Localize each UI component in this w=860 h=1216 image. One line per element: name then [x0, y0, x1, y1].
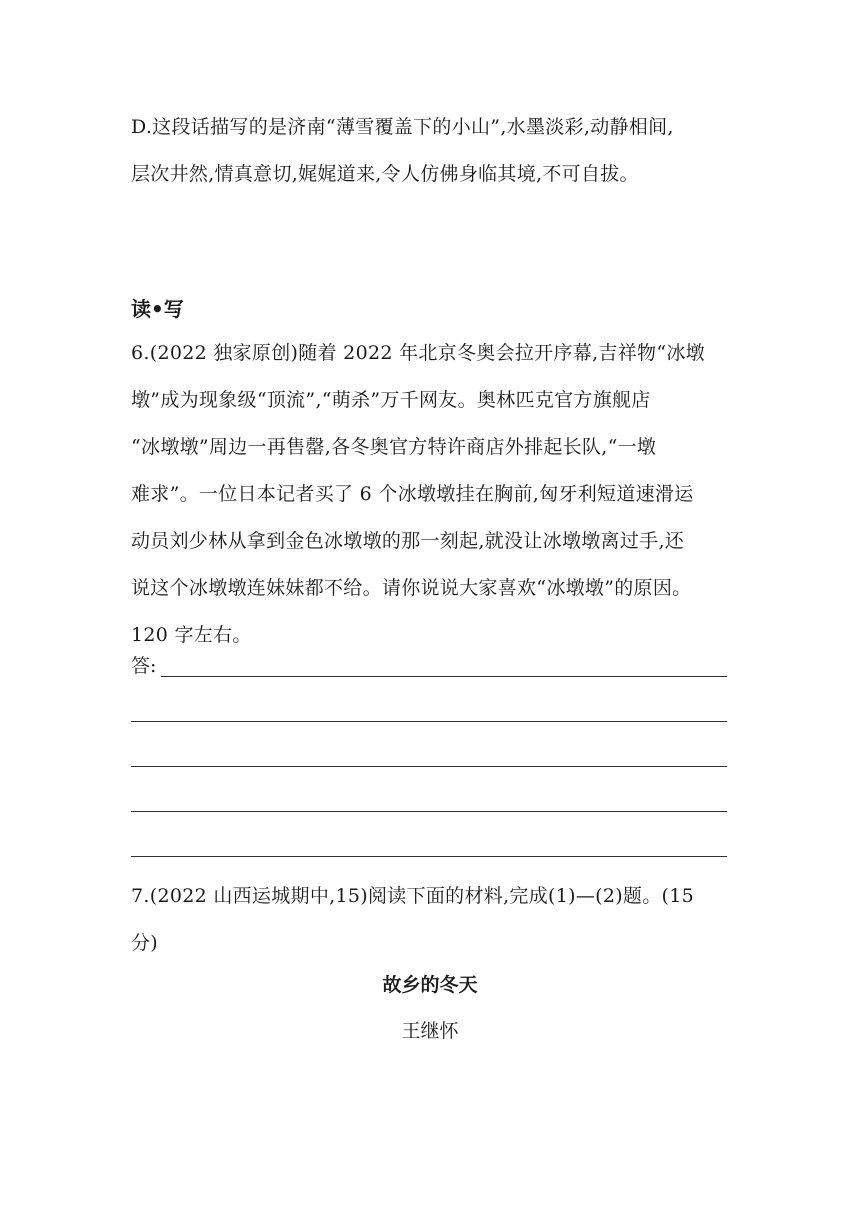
answer-line-2[interactable]	[131, 702, 727, 722]
question-7-line-2: 分)	[131, 932, 159, 954]
question-6-text	[131, 330, 731, 659]
question-6-line-5: 动员刘少林从拿到金色冰墩墩的那一刻起,就没让冰墩墩离过手,还	[131, 530, 685, 552]
answer-rule	[131, 811, 727, 812]
option-d-line-2: 层次井然,情真意切,娓娓道来,令人仿佛身临其境,不可自拔。	[131, 163, 639, 185]
answer-label: 答:	[131, 655, 157, 677]
answer-rule	[131, 856, 727, 857]
section-heading: 读•写	[131, 297, 184, 321]
option-d-text	[131, 104, 731, 198]
answer-line-5[interactable]	[131, 837, 727, 857]
answer-line-4[interactable]	[131, 792, 727, 812]
option-d-line-1: D.这段话描写的是济南“薄雪覆盖下的小山”,水墨淡彩,动静相间,	[131, 116, 674, 138]
answer-line-3[interactable]	[131, 747, 727, 767]
article-author: 王继怀	[401, 1020, 459, 1042]
question-7-line-1: 7.(2022 山西运城期中,15)阅读下面的材料,完成(1)—(2)题。(15	[131, 885, 695, 907]
answer-rule	[131, 766, 727, 767]
answer-line-1[interactable]	[131, 657, 727, 677]
question-6-line-1: 6.(2022 独家原创)随着 2022 年北京冬奥会拉开序幕,吉祥物“冰墩	[131, 342, 705, 364]
article-title: 故乡的冬天	[382, 974, 478, 996]
answer-rule	[161, 676, 727, 677]
answer-rule	[131, 721, 727, 722]
question-6-line-4: 难求”。一位日本记者买了 6 个冰墩墩挂在胸前,匈牙利短道速滑运	[131, 483, 694, 505]
question-6-line-7: 120 字左右。	[131, 624, 252, 646]
question-6-line-3: “冰墩墩”周边一再售罄,各冬奥官方特许商店外排起长队,“一墩	[131, 436, 657, 458]
question-6-line-6: 说这个冰墩墩连妹妹都不给。请你说说大家喜欢“冰墩墩”的原因。	[131, 577, 692, 599]
question-6-line-2: 墩”成为现象级“顶流”,“萌杀”万千网友。奥林匹克官方旗舰店	[131, 389, 651, 411]
question-7-text	[131, 873, 731, 967]
